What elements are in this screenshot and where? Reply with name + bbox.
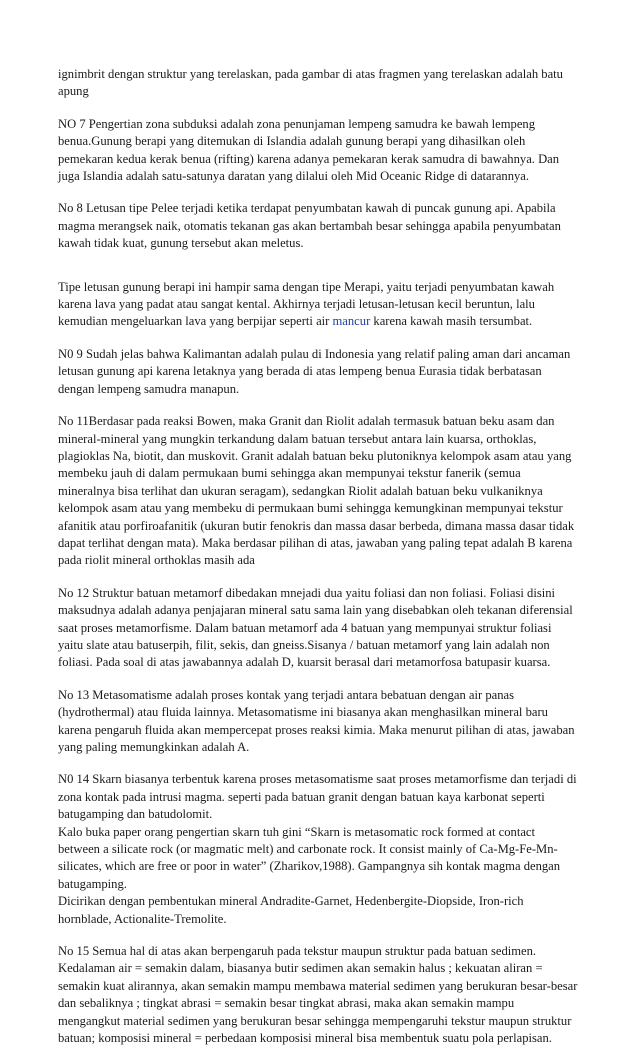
paragraph-no14 [58,771,578,928]
paragraph-line: No 15 Semua hal di atas akan berpengaruh pada tekstur maupun struktur pada batuan sedimen. [58,944,537,959]
paragraph-letusan-tipe [58,279,578,331]
paragraph-no15 [58,943,578,1047]
paragraph-line: Dicirikan dengan pembentukan mineral Andradite-Garnet, Hedenbergite-Diopside, Iron-rich hornblade, Actionalite-Tremolite. [58,894,524,926]
paragraph-line: Kedalaman air = semakin dalam, biasanya butir sedimen akan semakin halus ; kekuatan aliran = semakin kuat alirannya, akan semakin mampu membawa material sedimen yang berukuran besar-besar dan sebaliknya ; tingkat abrasi = semakin besar tingkat abrasi, maka akan semakin mampu mengangkut material sedimen yang berukuran besar sehingga mempengaruhi tekstur maupun struktur batuan; komposisi mineral = perbedaan komposisi mineral bisa membentuk suatu pola perlapisan. [58,961,578,1046]
paragraph-text-before-link: Tipe letusan gunung berapi ini hampir sama dengan tipe Merapi, yaitu terjadi penyumbatan kawah karena lava yang padat atau sangat kental. Akhirnya terjadi letusan-letusan kecil beruntun, lalu kemudian mengeluarkan lava yang berpijar seperti air [58,279,555,329]
paragraph-no13: No 13 Metasomatisme adalah proses kontak yang terjadi antara bebatuan dengan air panas (hydrothermal) atau fluida lainnya. Metasomatisme ini biasanya akan menghasilkan mineral baru karena pengaruh fluida akan mempercepat proses reaksi kimia. Maka menurut pilihan di atas, jawaban yang paling memungkinkan adalah A. [58,687,575,754]
mancur-link[interactable]: mancur [332,314,371,329]
paragraph-no9: N0 9 Sudah jelas bahwa Kalimantan adalah pulau di Indonesia yang relatif paling aman dari ancaman letusan gunung api karena letaknya yang berada di atas lempeng benua Eurasia tidak berbatasan dengan lempeng samudra manapun. [58,346,571,396]
paragraph-no11: No 11Berdasar pada reaksi Bowen, maka Granit dan Riolit adalah termasuk batuan beku asam dan mineral-mineral yang mungkin terkandung dalam batuan tersebut antara lain kuarsa, orthoklas, plagioklas Na, biotit, dan muskovit. Granit adalah batuan beku plutoniknya kelompok asam atau yang membeku jauh di dalam permukaan bumi sehingga akan mempunyai tekstur fanerik (semua mineralnya bisa terlihat dan ukuran seragam), sedangkan Riolit adalah batuan beku vulkaniknya kelompok asam atau yang membeku di permukaan bumi sehingga kemungkinan mempunyai tekstur afanitik atau porfiroafanitik (ukuran butir fenokris dan massa dasar berbeda, dimana massa dasar tidak dapat terlihat dengan mata). Maka berdasar pilihan di atas, jawaban yang paling tepat adalah B karena pada riolit mineral orthoklas masih ada [58,414,575,568]
paragraph-text-after-link: karena kawah masih tersumbat. [370,314,533,329]
document-page [58,66,578,1063]
paragraph-ignimbrit: ignimbrit dengan struktur yang terelaskan, pada gambar di atas fragmen yang terelaskan adalah batu apung [58,67,563,99]
paragraph-line: N0 14 Skarn biasanya terbentuk karena proses metasomatisme saat proses metamorfisme dan terjadi di zona kontak pada intrusi magma. seperti pada batuan granit dengan batuan kaya karbonat seperti batugamping dan batudolomit. [58,772,577,822]
paragraph-line: Kalo buka paper orang pengertian skarn tuh gini “Skarn is metasomatic rock formed at contact between a silicate rock (or magmatic melt) and carbonate rock. It consist mainly of Ca-Mg-Fe-Mn-silicates, which are free or poor in water” (Zharikov,1988). Gampangnya sih kontak magma dengan batugamping. [58,824,561,891]
paragraph-no7: NO 7 Pengertian zona subduksi adalah zona penunjaman lempeng samudra ke bawah lempeng benua.Gunung berapi yang ditemukan di Islandia adalah gunung berapi yang dihasilkan oleh pemekaran kedua kerak benua (rifting) karena adanya pemekaran kerak samudra di bawahnya. Dan juga Islandia adalah satu-satunya daratan yang dilalui oleh Mid Oceanic Ridge di datarannya. [58,116,560,184]
paragraph-no8: No 8 Letusan tipe Pelee terjadi ketika terdapat penyumbatan kawah di puncak gunung api. Apabila magma merangsek naik, otomatis tekanan gas akan bertambah besar sehingga apabila penyumbatan kawah tidak kuat, gunung tersebut akan meletus. [58,201,561,251]
paragraph-no12: No 12 Struktur batuan metamorf dibedakan mnejadi dua yaitu foliasi dan non foliasi. Foliasi disini maksudnya adalah adanya penjajaran mineral satu sama lain yang disebabkan oleh tekanan diferensial saat proses metamorfisme. Dalam batuan metamorf ada 4 batuan yang mempunyai struktur foliasi yaitu slate atau batuserpih, filit, sekis, dan gneiss.Sisanya / batuan metamorf yang lain adalah non foliasi. Pada soal di atas jawabannya adalah D, kuarsit berasal dari metamorfosa batupasir kuarsa. [58,585,573,670]
